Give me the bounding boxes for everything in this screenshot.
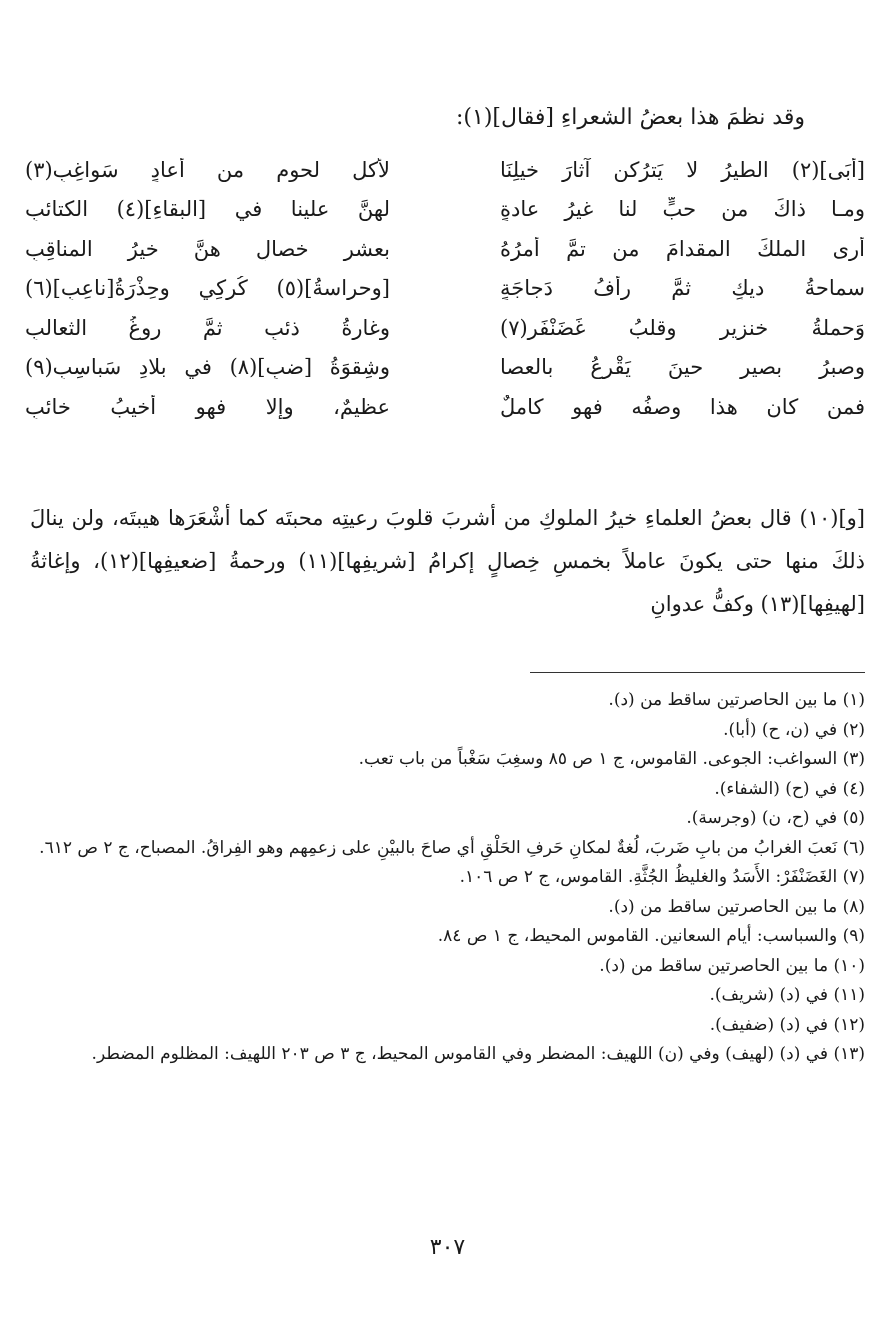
verse-first-hemistich: أرى الملكَ المقدامَ من تمَّ أمرُهُ [500, 236, 865, 261]
footnote: (٧) الغَضَنْفَرْ: الأَسَدُ والغليظُ الجُثَّةِ. القاموس، ج ٢ ص ١٠٦. [459, 867, 865, 887]
poem [25, 150, 865, 427]
prose-paragraph: [و](١٠) قال بعضُ العلماءِ خيرُ الملوكِ من أشربَ قلوبَ رعيتِه محبتَه كما أشْعَرَها هيبتَه، ولن ينالَ ذلكَ منها حتى يكونَ عاملاً بخمسِ خِصالٍ إكرامُ [شريفِها](١١) ورحمةُ [ضعيفِها](١٢)، وإغاثةُ [لهيفِها](١٣) وكفُّ عدوانِ [30, 506, 865, 616]
footnote: (٣) السواغب: الجوعى. القاموس، ج ١ ص ٨٥ وسغِبَ سَغْباً من باب تعب. [358, 749, 865, 769]
footnote: (١١) في (د) (شريف). [709, 985, 865, 1005]
verse-first-hemistich: فمن كان هذا وصفُه فهو كاملٌ [500, 394, 865, 419]
footnote: (١) ما بين الحاصرتين ساقط من (د). [608, 690, 865, 710]
poem-verse [25, 229, 865, 269]
intro-line: وقد نظمَ هذا بعضُ الشعراءِ [فقال](١): [456, 105, 805, 130]
footnote: (١٢) في (د) (ضفيف). [709, 1014, 865, 1035]
footnote: (٥) في (ح، ن) (وجرسة). [686, 808, 865, 828]
verse-first-hemistich: وَحملةُ خنزيرٍ وقلبُ غَضَنْفَرٍ(٧) [500, 315, 865, 340]
footnote-divider [530, 672, 865, 673]
poem-verse [25, 150, 865, 190]
verse-second-hemistich: عظيمٌ، وإلا فهو أخيبُ خائبِ [25, 394, 390, 419]
verse-first-hemistich: سماحةُ ديكٍ ثمَّ رأفُ دَجاجَةٍ [500, 276, 865, 301]
footnote: (٤) في (ح) (الشفاء). [714, 778, 865, 799]
poem-verse [25, 190, 865, 230]
poem-verse [25, 269, 865, 309]
verse-second-hemistich: بعشرِ خصالٍ هنَّ خيرُ المناقِبِ [25, 236, 390, 261]
footnote: (١٠) ما بين الحاصرتين ساقط من (د). [599, 955, 865, 976]
verse-second-hemistich: وشِقوَةُ [ضبٍ](٨) في بلادِ سَباسِبِ(٩) [25, 355, 390, 380]
poem-verse [25, 387, 865, 427]
poem-verse [25, 348, 865, 388]
footnote: (٦) نَعبَ الغرابُ من بابِ ضَربَ، لُغةٌ لمكانِ حَرفِ الحَلْقِ أي صاحَ بالبيْنِ على زعمِهم وهو الفِراقُ. المصباح، ج ٢ ص ٦١٢. [39, 837, 865, 858]
poem-verse [25, 308, 865, 348]
verse-second-hemistich: لهنَّ علينا في [البقاءِ](٤) الكتائبِ [25, 197, 390, 222]
footnote: (١٣) في (د) (لهيف) وفي (ن) اللهيف: المضطر وفي القاموس المحيط، ج ٣ ص ٢٠٣ اللهيف: المظلوم المضطر. [91, 1044, 865, 1064]
verse-second-hemistich: [وحراسةُ](٥) كُركِي وحِذْرَةُ[ناعِبِ](٦) [25, 276, 390, 301]
footnote: (٩) والسباسب: أيام السعانين. القاموس المحيط، ج ١ ص ٨٤. [437, 926, 865, 946]
verse-first-hemistich: ومـا ذاكَ من حبٍّ لنا غيرُ عادةٍ [500, 197, 865, 222]
footnote: (٨) ما بين الحاصرتين ساقط من (د). [608, 896, 865, 917]
verse-second-hemistich: وغارةُ ذئبٍ ثمَّ روغُ الثعالبِ [25, 315, 390, 340]
verse-first-hemistich: وصبرُ بصيرٍ حينَ يَقْرعُ بالعصا [500, 355, 865, 380]
verse-first-hemistich: [أَبَى](٢) الطيرُ لا يَترُكن آثارَ خيلِنَا [500, 157, 865, 182]
verse-second-hemistich: لأكلِ لحومٍ من أعادٍ سَواغِبِ(٣) [25, 157, 390, 182]
footnotes [35, 686, 865, 1070]
footnote: (٢) في (ن، ح) (أبا). [723, 719, 865, 740]
page-number: ٣٠٧ [429, 1235, 466, 1260]
